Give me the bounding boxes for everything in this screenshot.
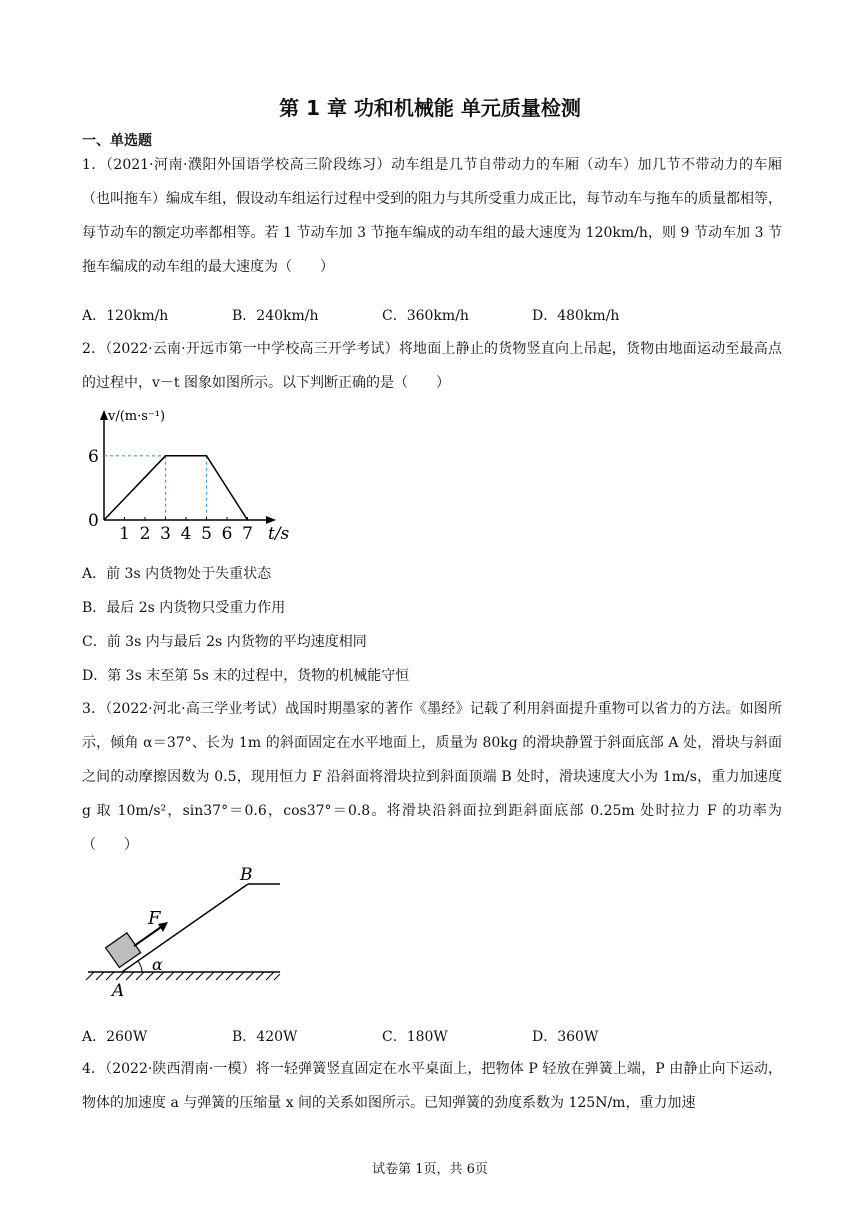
q1-option-a[interactable]: A．120km/h	[82, 308, 169, 324]
y-axis-arrow	[100, 410, 108, 420]
x-axis-arrow	[266, 516, 276, 524]
x-tick-label: 6	[221, 524, 233, 540]
x-axis-label: t/s	[268, 524, 290, 540]
q3-option-b[interactable]: B．420W	[232, 1029, 298, 1045]
q1-option-c[interactable]: C．360km/h	[382, 308, 469, 324]
q3-option-d[interactable]: D．360W	[532, 1029, 599, 1045]
question-2-text: 2．（2022·云南·开远市第一中学校高三开学考试）将地面上静止的货物竖直向上吊起，货物由地面运动至最高点的过程中，v－t 图象如图所示。以下判断正确的是（ ）	[82, 341, 782, 391]
y-tick-label: 6	[88, 446, 99, 467]
x-tick-label: 7	[242, 524, 253, 540]
force-label: F	[148, 908, 161, 929]
x-tick-label: 2	[139, 524, 151, 540]
point-b-label: B	[240, 865, 253, 885]
q2-option-b[interactable]: B．最后 2s 内货物只受重力作用	[82, 600, 286, 616]
incline-figure	[84, 862, 294, 1012]
q1-option-b[interactable]: B．240km/h	[232, 308, 319, 324]
section-heading: 一、单选题	[82, 133, 152, 149]
x-tick-label: 3	[160, 524, 171, 540]
page-footer: 试卷第 1页，共 6页	[372, 1162, 488, 1177]
ground-hatching	[86, 972, 280, 980]
incline-line	[122, 884, 248, 972]
q2-option-a[interactable]: A．前 3s 内货物处于失重状态	[82, 566, 272, 582]
question-4-text: 4．（2022·陕西渭南·一模）将一轻弹簧竖直固定在水平桌面上，把物体 P 轻放在弹簧上端，P 由静止向下运动，物体的加速度 a 与弹簧的压缩量 x 间的关系如图所示。已知弹簧的劲度系数为 125N/m，重力加速	[82, 1061, 782, 1111]
angle-arc	[138, 961, 142, 972]
y-axis-label: v/(m·s⁻¹)	[108, 409, 166, 424]
q1-option-d[interactable]: D．480km/h	[532, 308, 620, 324]
page-title: 第 1 章 功和机械能 单元质量检测	[279, 96, 581, 120]
alpha-label: α	[152, 955, 163, 974]
point-a-label: A	[112, 981, 125, 1001]
origin-label: 0	[88, 511, 99, 531]
question-1-text: 1．（2021·河南·濮阳外国语学校高三阶段练习）动车组是几节自带动力的车厢（动车）加几节不带动力的车厢（也叫拖车）编成车组，假设动车组运行过程中受到的阻力与其所受重力成正比，每节动车与拖车的质量都相等，每节动车的额定功率都相等。若 1 节动车加 3 节拖车编成的动车组的最大速度为 120km/h，则 9 节动车加 3 节拖车编成的动车组的最大速度为（ ）	[82, 157, 782, 275]
q3-option-c[interactable]: C．180W	[382, 1029, 448, 1045]
q2-option-d[interactable]: D．第 3s 末至第 5s 末的过程中，货物的机械能守恒	[82, 668, 410, 684]
q2-option-c[interactable]: C．前 3s 内与最后 2s 内货物的平均速度相同	[82, 634, 367, 650]
vt-graph	[80, 400, 290, 540]
q3-option-a[interactable]: A．260W	[82, 1029, 148, 1045]
x-tick-label: 4	[180, 524, 192, 540]
x-tick-label: 5	[201, 524, 212, 540]
velocity-series-line	[104, 456, 248, 520]
question-3-text: 3．（2022·河北·高三学业考试）战国时期墨家的著作《墨经》记载了利用斜面提升重物可以省力的方法。如图所示，倾角 α＝37°、长为 1m 的斜面固定在水平地面上，质量为 80kg 的滑块静置于斜面底部 A 处，滑块与斜面之间的动摩擦因数为 0.5，现用恒力 F 沿斜面将滑块拉到斜面顶端 B 处时，滑块速度大小为 1m/s，重力加速度 g 取 10m/s²，sin37°＝0.6，cos37°＝0.8。将滑块沿斜面拉到距斜面底部 0.25m 处时拉力 F 的功率为（ ）	[82, 701, 782, 853]
x-tick-label: 1	[119, 524, 130, 540]
